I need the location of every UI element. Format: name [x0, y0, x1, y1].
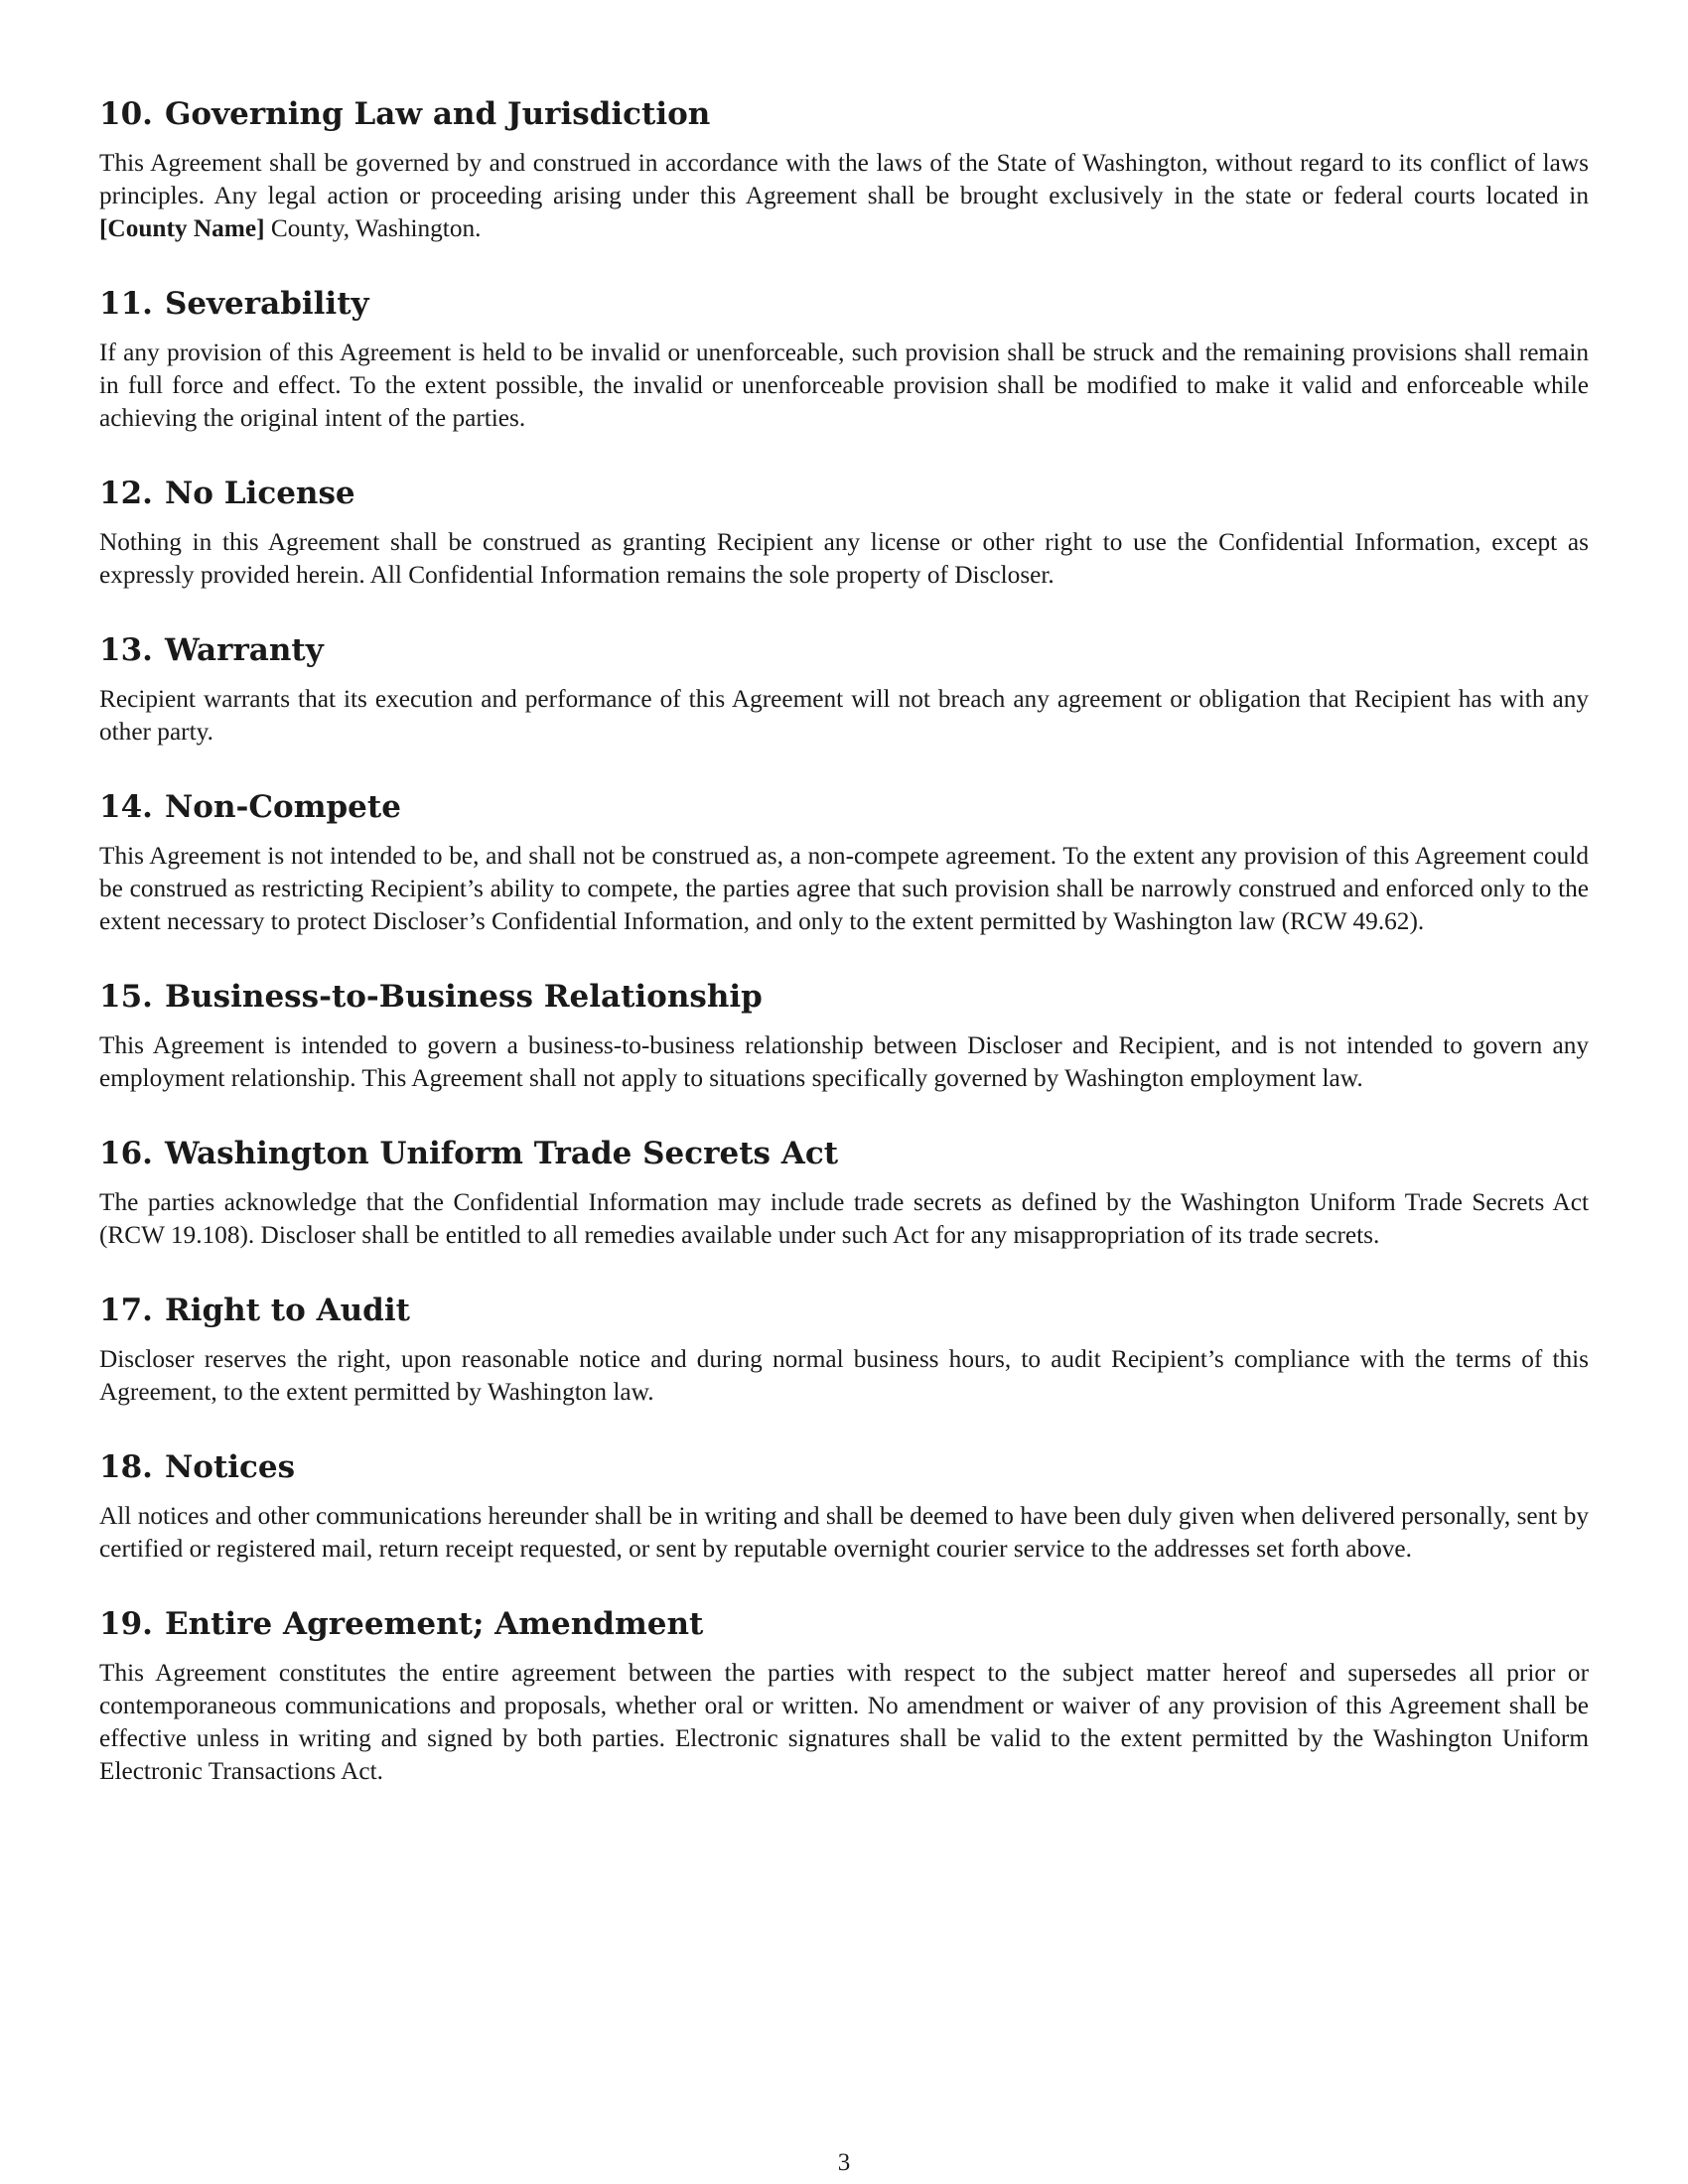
section-body-text: This Agreement shall be governed by and construed in accordance with the laws of the State of Washington, without regard to its conflict of laws principles. Any legal action or proceeding arising under this Agreement shall be brought exclusively in the state or federal courts located in	[99, 149, 1589, 209]
section-body: This Agreement is intended to govern a business-to-business relationship between Discloser and Recipient, and is not intended to govern any employment relationship. This Agreement shall not apply to situations specifically governed by Washington employment law.	[99, 1031, 1589, 1092]
section-body: This Agreement is not intended to be, and shall not be construed as, a non-compete agreement. To the extent any provision of this Agreement could be construed as restricting Recipient’s ability to compete, the parties agree that such provision shall be narrowly construed and enforced only to the extent necessary to protect Discloser’s Confidential Information, and only to the extent permitted by Washington law (RCW 49.62).	[99, 842, 1589, 935]
section-number: 13.	[99, 632, 153, 668]
section-heading	[99, 1447, 1589, 1487]
section-right-to-audit	[99, 1291, 1589, 1409]
section-body: If any provision of this Agreement is held to be invalid or unenforceable, such provision shall be struck and the remaining provisions shall remain in full force and effect. To the extent possible, the invalid or unenforceable provision shall be modified to make it valid and enforceable while achieving the original intent of the parties.	[99, 339, 1589, 432]
section-heading	[99, 1134, 1589, 1173]
section-non-compete	[99, 787, 1589, 938]
section-notices	[99, 1447, 1589, 1566]
section-number: 18.	[99, 1449, 153, 1485]
section-title: Severability	[164, 286, 369, 322]
section-title: Washington Uniform Trade Secrets Act	[164, 1136, 839, 1171]
section-title: Governing Law and Jurisdiction	[164, 96, 711, 132]
section-heading	[99, 1291, 1589, 1330]
section-number: 12.	[99, 476, 153, 511]
section-heading	[99, 474, 1589, 513]
section-entire-agreement	[99, 1604, 1589, 1788]
section-number: 17.	[99, 1293, 153, 1328]
section-number: 11.	[99, 286, 153, 322]
section-title: Warranty	[164, 632, 324, 668]
section-severability	[99, 284, 1589, 435]
section-body: The parties acknowledge that the Confidential Information may include trade secrets as defined by the Washington Uniform Trade Secrets Act (RCW 19.108). Discloser shall be entitled to all remedies available under such Act for any misappropriation of its trade secrets.	[99, 1188, 1589, 1249]
page-number: 3	[837, 2149, 851, 2176]
section-business-relationship	[99, 977, 1589, 1095]
section-number: 10.	[99, 96, 153, 132]
section-title: Non-Compete	[164, 789, 401, 825]
section-body: All notices and other communications hereunder shall be in writing and shall be deemed to have been duly given when delivered personally, sent by certified or registered mail, return receipt requested, or sent by reputable overnight courier service to the addresses set forth above.	[99, 1502, 1589, 1563]
section-number: 15.	[99, 979, 153, 1015]
section-title: Entire Agreement; Amendment	[164, 1606, 704, 1642]
section-heading	[99, 1604, 1589, 1644]
section-body	[99, 147, 1589, 245]
section-heading	[99, 977, 1589, 1017]
section-heading	[99, 630, 1589, 670]
document-page	[99, 94, 1589, 1827]
section-title: No License	[164, 476, 355, 511]
section-trade-secrets-act	[99, 1134, 1589, 1252]
section-body: Nothing in this Agreement shall be construed as granting Recipient any license or other right to use the Confidential Information, except as expressly provided herein. All Confidential Information remains the sole property of Discloser.	[99, 528, 1589, 589]
section-heading	[99, 284, 1589, 324]
section-body: Recipient warrants that its execution and performance of this Agreement will not breach any agreement or obligation that Recipient has with any other party.	[99, 685, 1589, 746]
section-governing-law	[99, 94, 1589, 245]
section-title: Notices	[164, 1449, 296, 1485]
section-number: 19.	[99, 1606, 153, 1642]
section-warranty	[99, 630, 1589, 749]
section-number: 16.	[99, 1136, 153, 1171]
section-title: Business-to-Business Relationship	[164, 979, 763, 1015]
county-name-placeholder: [County Name]	[99, 214, 265, 242]
section-title: Right to Audit	[164, 1293, 410, 1328]
section-body: Discloser reserves the right, upon reasonable notice and during normal business hours, to audit Recipient’s compliance with the terms of this Agreement, to the extent permitted by Washington law.	[99, 1345, 1589, 1406]
section-heading	[99, 787, 1589, 827]
section-number: 14.	[99, 789, 153, 825]
section-heading	[99, 94, 1589, 134]
section-no-license	[99, 474, 1589, 592]
section-body: This Agreement constitutes the entire agreement between the parties with respect to the subject matter hereof and supersedes all prior or contemporaneous communications and proposals, whether oral or written. No amendment or waiver of any provision of this Agreement shall be effective unless in writing and signed by both parties. Electronic signatures shall be valid to the extent permitted by the Washington Uniform Electronic Transactions Act.	[99, 1659, 1589, 1785]
section-body-text-end: County, Washington.	[264, 214, 482, 242]
